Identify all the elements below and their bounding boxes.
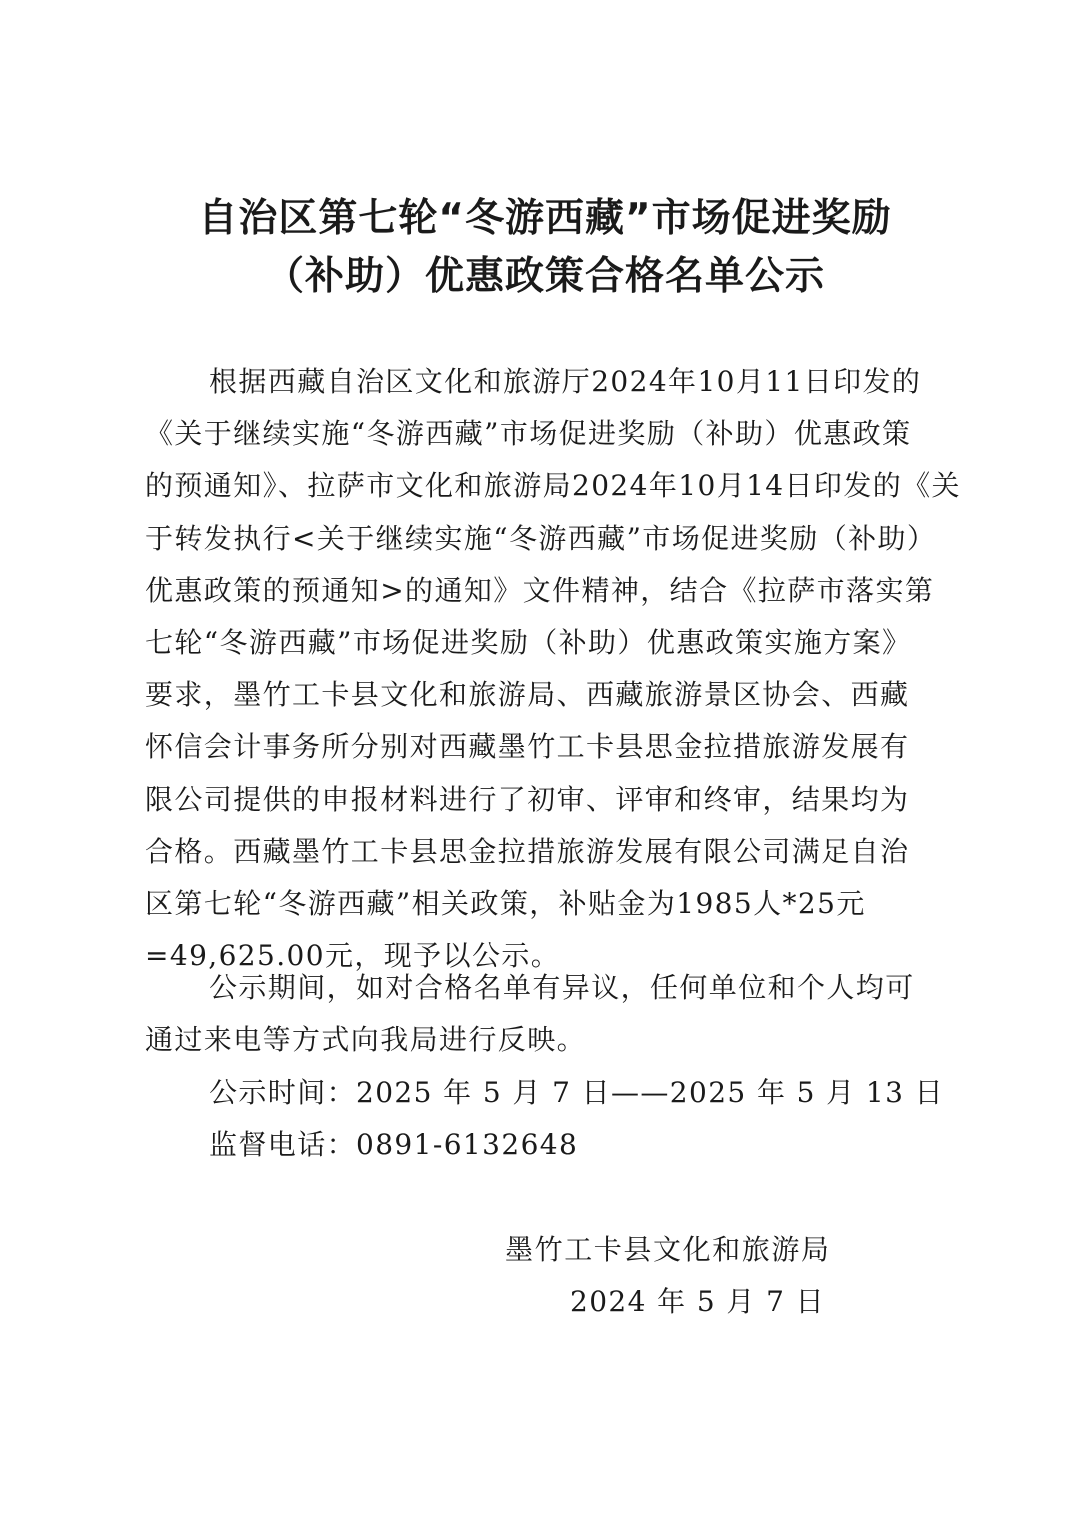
paragraph-line: 要求，墨竹工卡县文化和旅游局、西藏旅游景区协会、西藏 bbox=[145, 678, 910, 712]
issuer-signature: 墨竹工卡县文化和旅游局 bbox=[505, 1233, 831, 1266]
paragraph-line: 的预通知》、拉萨市文化和旅游局2024年10月14日印发的《关 bbox=[145, 469, 961, 503]
paragraph-line: 限公司提供的申报材料进行了初审、评审和终审，结果均为 bbox=[145, 782, 910, 816]
title-line-2: （补助）优惠政策合格名单公示 bbox=[264, 254, 825, 299]
paragraph-line: 于转发执行<关于继续实施“冬游西藏”市场促进奖励（补助） bbox=[145, 521, 937, 555]
issue-date: 2024 年 5 月 7 日 bbox=[570, 1285, 825, 1318]
paragraph-line: 七轮“冬游西藏”市场促进奖励（补助）优惠政策实施方案》 bbox=[145, 625, 912, 659]
notice-paragraph bbox=[145, 962, 945, 1066]
paragraph-line: 根据西藏自治区文化和旅游厅2024年10月11日印发的 bbox=[209, 365, 922, 398]
title-line-1: 自治区第七轮“冬游西藏”市场促进奖励 bbox=[198, 196, 892, 241]
paragraph-line: 《关于继续实施“冬游西藏”市场促进奖励（补助）优惠政策 bbox=[145, 417, 912, 451]
paragraph-line: =49,625.00元，现予以公示。 bbox=[145, 939, 561, 973]
main-paragraph bbox=[145, 356, 961, 982]
contact-info bbox=[209, 1067, 944, 1171]
paragraph-line: 公示期间，如对合格名单有异议，任何单位和个人均可 bbox=[209, 971, 915, 1004]
supervision-hotline: 监督电话：0891-6132648 bbox=[209, 1128, 579, 1161]
paragraph-line: 区第七轮“冬游西藏”相关政策，补贴金为1985人*25元 bbox=[145, 886, 866, 920]
document-title bbox=[150, 190, 940, 306]
paragraph-line: 合格。西藏墨竹工卡县思金拉措旅游发展有限公司满足自治 bbox=[145, 834, 910, 868]
paragraph-line: 优惠政策的预通知>的通知》文件精神，结合《拉萨市落实第 bbox=[145, 573, 935, 607]
paragraph-line: 通过来电等方式向我局进行反映。 bbox=[145, 1023, 587, 1057]
notice-period: 公示时间：2025 年 5 月 7 日——2025 年 5 月 13 日 bbox=[209, 1076, 944, 1109]
paragraph-line: 怀信会计事务所分别对西藏墨竹工卡县思金拉措旅游发展有 bbox=[145, 730, 910, 764]
